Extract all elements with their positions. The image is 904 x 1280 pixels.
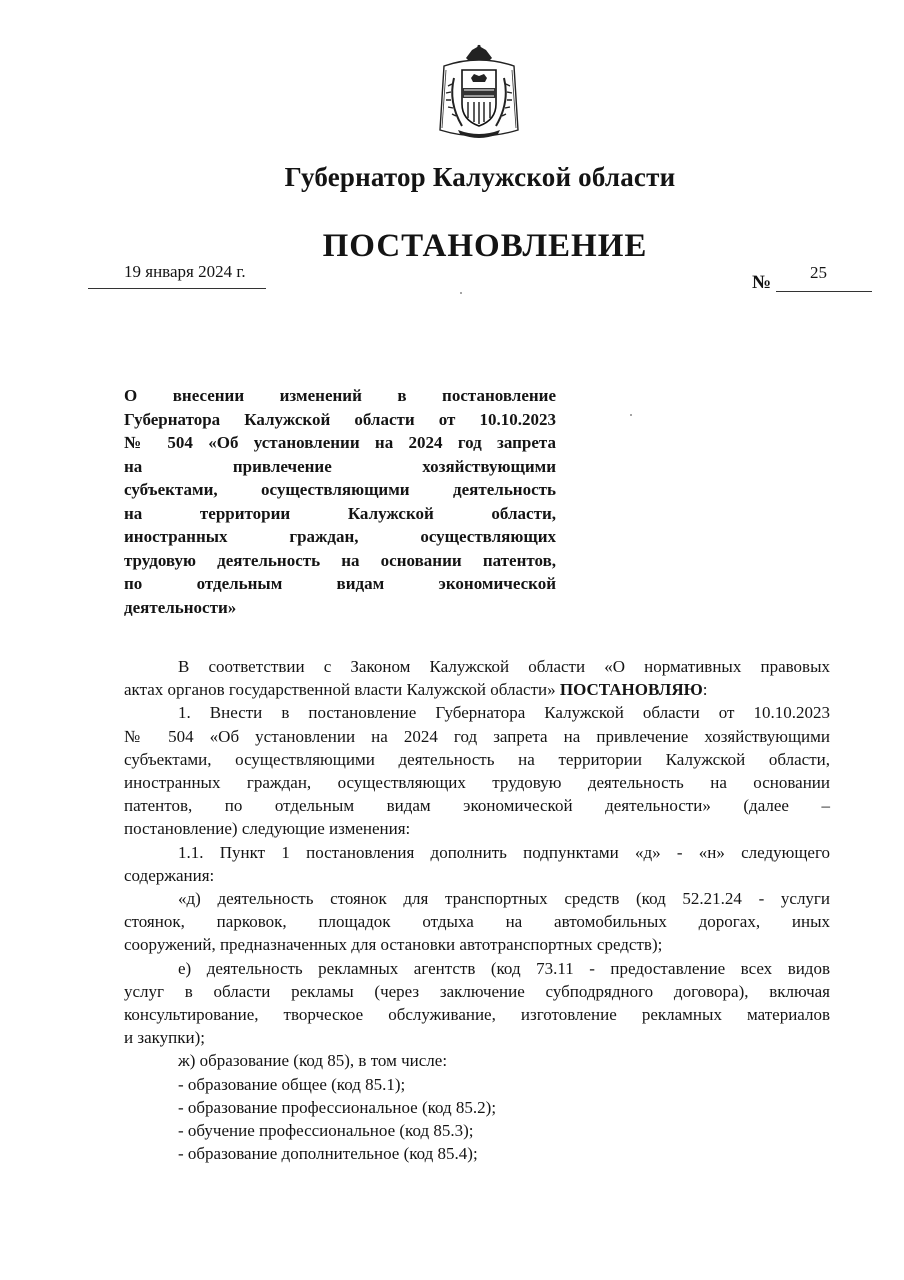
paragraph-line: «д) деятельность стоянок для транспортных средств (код 52.21.24 - услуги — [178, 889, 830, 909]
paragraph-line: услуг в области рекламы (через заключение субподрядного договора), включая — [124, 981, 830, 1001]
paragraph-line: 1. Внести в постановление Губернатора Калужской области от 10.10.2023 — [178, 703, 830, 723]
document-heading — [124, 384, 556, 619]
number-label: № — [752, 272, 772, 293]
paragraph-line: и закупки); — [124, 1028, 205, 1048]
document-date: 19 января 2024 г. — [124, 262, 246, 281]
paragraph-line: содержания: — [124, 865, 215, 885]
paragraph-line: субъектами, осуществляющими деятельность на территории Калужской области, — [124, 749, 830, 769]
document-number: 25 — [810, 263, 827, 282]
date-underline — [88, 288, 266, 289]
paragraph-line: ж) образование (код 85), в том числе: — [178, 1051, 448, 1071]
heading-line: № 504 «Об установлении на 2024 год запрета — [124, 433, 556, 452]
paragraph-line: № 504 «Об установлении на 2024 год запрета на привлечение хозяйствующими — [124, 726, 830, 746]
number-underline — [776, 291, 872, 292]
issuing-authority: Губернатор Калужской области — [284, 162, 676, 192]
heading-line: по отдельным видам экономической — [124, 574, 556, 593]
paragraph-line — [124, 678, 830, 701]
document-body — [124, 655, 830, 1165]
scan-speck — [630, 414, 632, 416]
paragraph-line: 1.1. Пункт 1 постановления дополнить подпунктами «д» - «н» следующего — [178, 842, 830, 862]
list-item: - образование дополнительное (код 85.4); — [178, 1144, 478, 1164]
coat-of-arms-kaluga-icon — [432, 44, 526, 144]
heading-line: на территории Калужской области, — [124, 503, 556, 523]
heading-line: иностранных граждан, осуществляющих — [124, 527, 556, 546]
paragraph-line: В соответствии с Законом Калужской области «О нормативных правовых — [178, 657, 830, 676]
scan-speck — [460, 292, 462, 294]
paragraph-line: стоянок, парковок, площадок отдыха на автомобильных дорогах, иных — [124, 912, 830, 932]
heading-line: на привлечение хозяйствующими — [124, 456, 556, 476]
paragraph-line: иностранных граждан, осуществляющих трудовую деятельность на основании — [124, 773, 830, 793]
decree-word: ПОСТАНОВЛЯЮ — [559, 680, 703, 700]
paragraph-line: патентов, по отдельным видам экономической деятельности» (далее – — [124, 796, 830, 816]
paragraph-line: сооружений, предназначенных для остановки автотранспортных средств); — [124, 935, 663, 955]
heading-line: трудовую деятельность на основании патентов, — [124, 550, 556, 570]
paragraph-text: актах органов государственной власти Калужской области» — [124, 680, 556, 700]
paragraph-line: консультирование, творческое обслуживание, изготовление рекламных материалов — [124, 1005, 830, 1025]
list-item: - обучение профессиональное (код 85.3); — [178, 1121, 474, 1141]
document-type-title: ПОСТАНОВЛЕНИЕ — [322, 228, 648, 264]
heading-line: Губернатора Калужской области от 10.10.2023 — [124, 409, 556, 429]
list-item: - образование общее (код 85.1); — [178, 1074, 406, 1094]
heading-line: деятельности» — [124, 597, 237, 617]
heading-line: субъектами, осуществляющими деятельность — [124, 480, 556, 499]
heading-line: О внесении изменений в постановление — [124, 386, 556, 405]
paragraph-text: : — [702, 680, 708, 700]
paragraph-line: постановление) следующие изменения: — [124, 819, 411, 839]
paragraph-line: е) деятельность рекламных агентств (код 73.11 - предоставление всех видов — [178, 958, 830, 978]
list-item: - образование профессиональное (код 85.2); — [178, 1097, 497, 1117]
